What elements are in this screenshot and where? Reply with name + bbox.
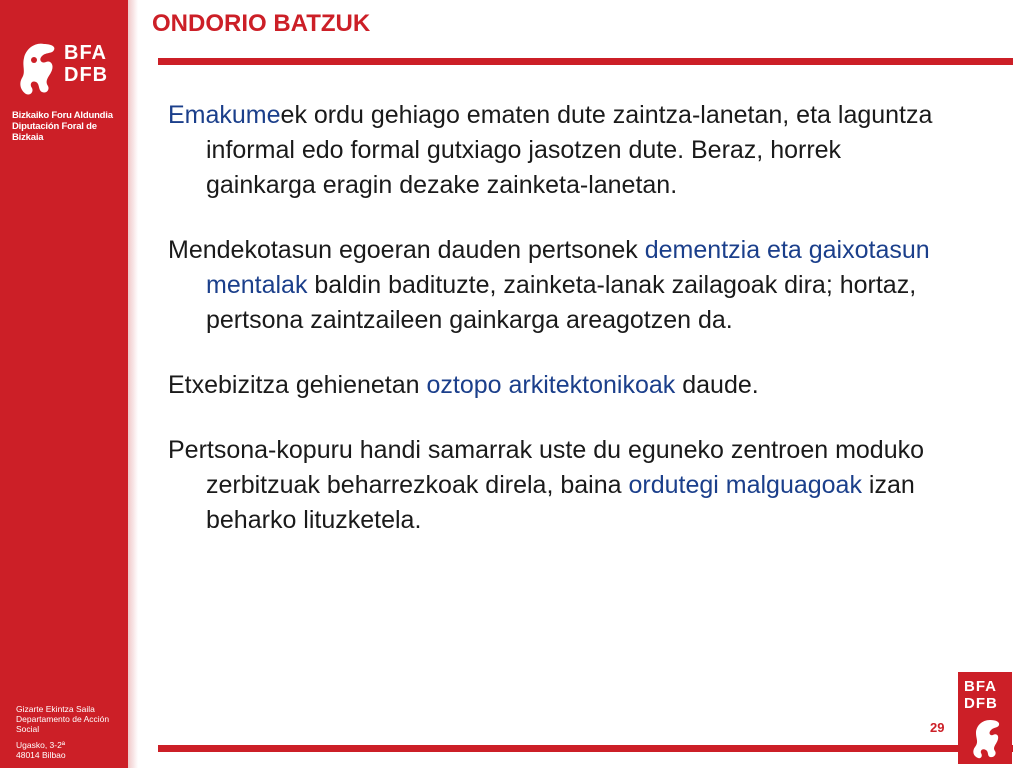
paragraph-4 xyxy=(168,433,948,538)
logo-dfb: DFB xyxy=(64,64,109,86)
sidebar-gradient-edge xyxy=(128,0,138,768)
highlight-text: dementzia eta gaixotasun mentalak xyxy=(206,236,930,299)
department-name-basque: Gizarte Ekintza Saila xyxy=(16,704,95,714)
paragraph-text: Mendekotasun egoeran dauden pertsonek xyxy=(168,236,645,264)
paragraph-text: daude. xyxy=(675,371,759,399)
bfa-logo xyxy=(12,36,120,143)
address-city: 48014 Bilbao xyxy=(16,750,66,760)
paragraph-text: izan beharko lituzketela. xyxy=(206,471,915,534)
paragraph-text: ek ordu gehiago ematen dute zaintza-lanetan, eta laguntza informal edo formal gutxiago jasotzen dute. Beraz, horrek gainkarga eragin dezake zainketa-lanetan. xyxy=(206,101,933,199)
logo-caption-basque: Bizkaiko Foru Aldundia xyxy=(12,110,113,121)
paragraph-2 xyxy=(168,233,948,338)
sidebar xyxy=(0,0,128,768)
slide-body xyxy=(168,98,948,568)
eagle-emblem-icon xyxy=(14,40,60,98)
paragraph-text: Pertsona-kopuru handi samarrak uste du eguneko zentroen moduko zerbitzuak beharrezkoak direla, baina xyxy=(168,436,925,499)
highlight-text: oztopo arkitektonikoak xyxy=(426,371,676,399)
eagle-emblem-icon xyxy=(968,718,1002,760)
corner-logo xyxy=(958,672,1012,764)
paragraph-3 xyxy=(168,368,948,403)
department-name-spanish: Departamento de Acción Social xyxy=(16,714,110,734)
highlight-text: Emakume xyxy=(168,101,281,129)
address-street: Ugasko, 3-2ª xyxy=(16,740,65,750)
slide-title: ONDORIO BATZUK xyxy=(152,10,371,37)
logo-caption-spanish: Diputación Foral de Bizkaia xyxy=(12,121,97,143)
top-divider xyxy=(158,58,1013,65)
paragraph-text: Etxebizitza gehienetan xyxy=(168,371,427,399)
paragraph-1 xyxy=(168,98,948,203)
page-number: 29 xyxy=(930,720,945,735)
highlight-text: ordutegi malguagoak xyxy=(628,471,862,499)
corner-logo-dfb: DFB xyxy=(964,695,998,712)
corner-logo-bfa: BFA xyxy=(964,678,997,695)
department-info xyxy=(16,704,126,760)
paragraph-text: baldin badituzte, zainketa-lanak zailagoak dira; hortaz, pertsona zaintzaileen gainkarga areagotzen da. xyxy=(206,271,917,334)
logo-bfa: BFA xyxy=(64,42,107,64)
bottom-divider xyxy=(158,745,1013,752)
